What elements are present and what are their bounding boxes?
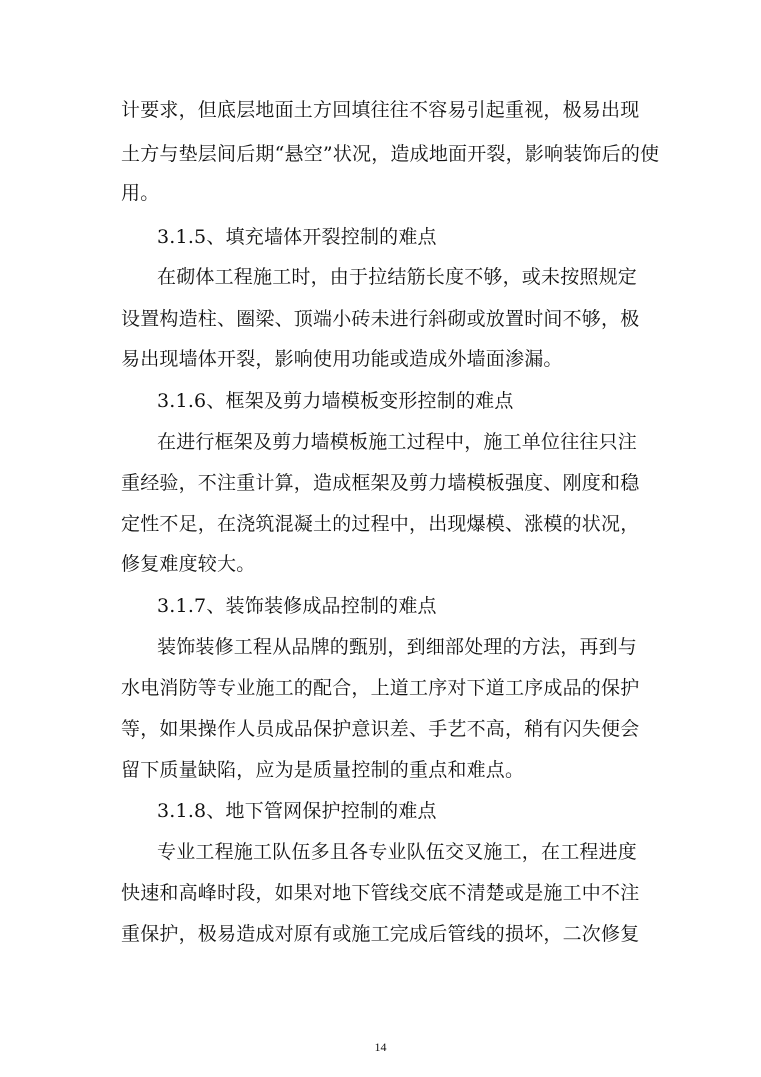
body-text-line: 在进行框架及剪力墙模板施工过程中，施工单位往往只注	[157, 431, 638, 453]
section-heading: 3.1.7、装饰装修成品控制的难点	[157, 595, 437, 617]
body-text-line: 水电消防等专业施工的配合，上道工序对下道工序成品的保护	[121, 677, 640, 699]
body-text-line: 定性不足，在浇筑混凝土的过程中，出现爆模、涨模的状况，	[121, 513, 640, 535]
body-text-line: 修复难度较大。	[121, 553, 256, 575]
body-text-line: 重经验，不注重计算，造成框架及剪力墙模板强度、刚度和稳	[121, 472, 640, 494]
body-text-line: 设置构造柱、圈梁、顶端小砖未进行斜砌或放置时间不够，极	[121, 308, 640, 330]
body-text-line: 等，如果操作人员成品保护意识差、手艺不高，稍有闪失便会	[121, 718, 640, 740]
body-text-line: 专业工程施工队伍多且各专业队伍交叉施工，在工程进度	[157, 841, 638, 863]
body-text-line: 快速和高峰时段，如果对地下管线交底不清楚或是施工中不注	[121, 882, 640, 904]
body-text-line: 土方与垫层间后期“悬空”状况，造成地面开裂，影响装饰后的使	[121, 143, 660, 165]
page-number: 14	[374, 1040, 387, 1054]
body-text-line: 易出现墙体开裂，影响使用功能或造成外墙面渗漏。	[121, 348, 563, 370]
body-text-line: 留下质量缺陷，应为是质量控制的重点和难点。	[121, 759, 525, 781]
section-heading: 3.1.8、地下管网保护控制的难点	[157, 800, 437, 822]
body-text-line: 重保护，极易造成对原有或施工完成后管线的损坏，二次修复	[121, 923, 640, 945]
section-heading: 3.1.6、框架及剪力墙模板变形控制的难点	[157, 390, 514, 412]
body-text-line: 装饰装修工程从品牌的甄别，到细部处理的方法，再到与	[157, 636, 638, 658]
body-text-line: 计要求，但底层地面土方回填往往不容易引起重视，极易出现	[121, 99, 640, 121]
section-heading: 3.1.5、填充墙体开裂控制的难点	[157, 226, 437, 248]
body-text-line: 在砌体工程施工时，由于拉结筋长度不够，或未按照规定	[157, 266, 638, 288]
body-text-line: 用。	[121, 182, 160, 204]
